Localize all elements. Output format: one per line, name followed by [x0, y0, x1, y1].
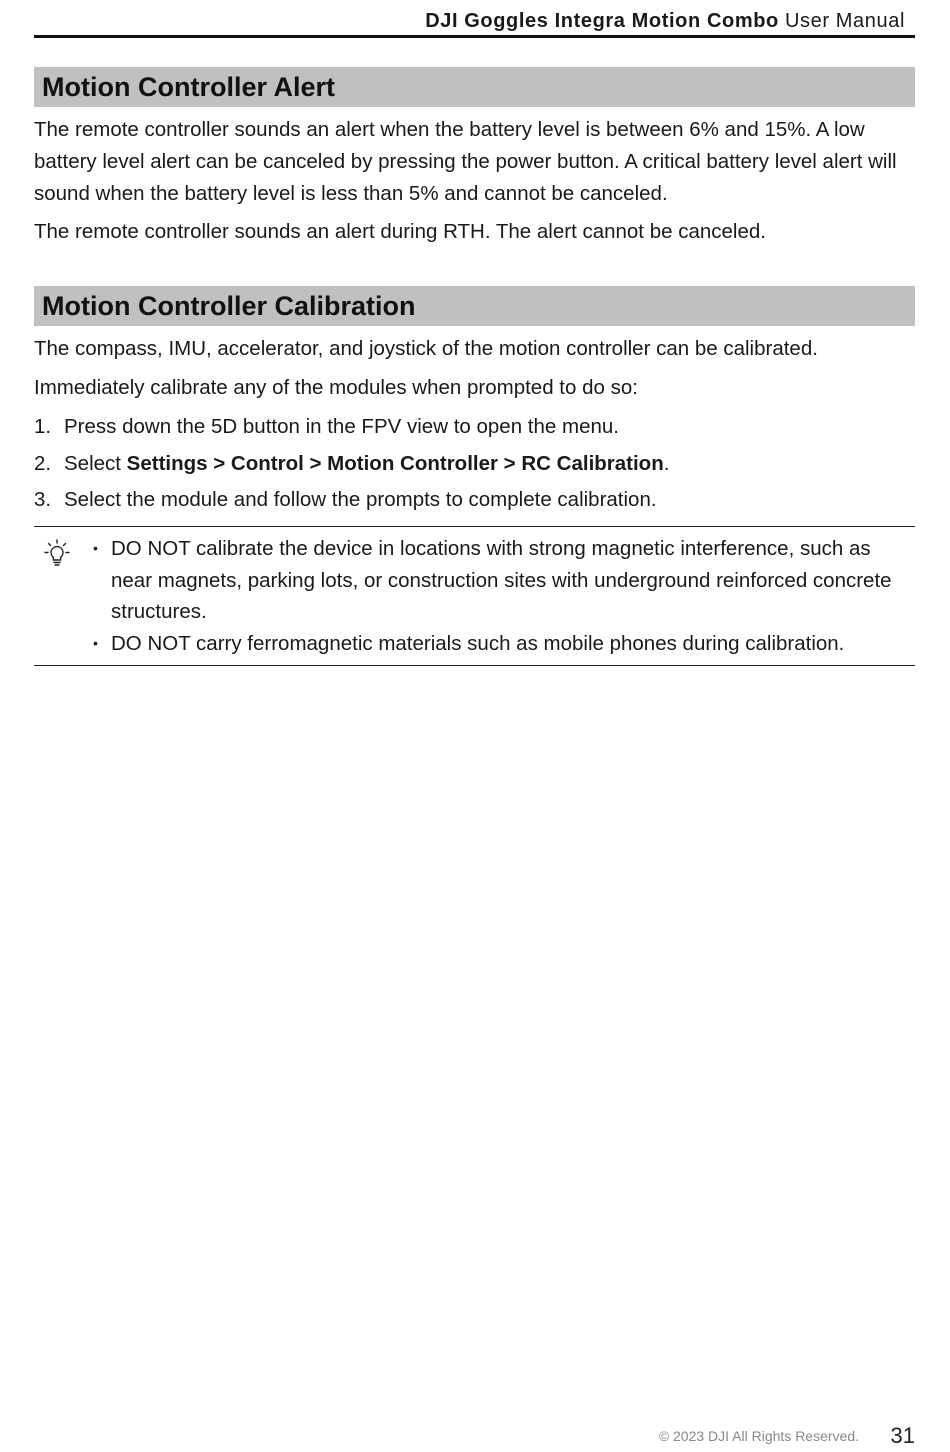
alert-paragraph-2: The remote controller sounds an alert during RTH. The alert cannot be canceled. [34, 220, 766, 243]
calibration-paragraph-1: The compass, IMU, accelerator, and joystick of the motion controller can be calibrated. [34, 337, 818, 360]
copyright-notice: © 2023 DJI All Rights Reserved. [658, 1428, 859, 1444]
section-title-calibration: Motion Controller Calibration [34, 286, 915, 326]
header-rule [34, 35, 915, 38]
step-3 [34, 484, 915, 516]
header-doc-type: User Manual [785, 10, 905, 32]
menu-path-settings: Settings [126, 452, 208, 475]
step-1 [34, 411, 915, 443]
step-text: Select the module and follow the prompts to complete calibration. [64, 488, 657, 511]
step-2 [34, 448, 915, 480]
page-number: 31 [890, 1423, 915, 1448]
bullet: • [93, 634, 98, 651]
step-number: 3. [34, 488, 52, 511]
menu-path-motion-controller: Motion Controller [327, 452, 498, 475]
tip-bottom-rule [34, 665, 915, 666]
menu-path-rc-calibration: RC Calibration [521, 452, 664, 475]
step-number: 2. [34, 452, 52, 475]
bullet: • [93, 540, 98, 556]
menu-path-separator: > [497, 452, 522, 475]
menu-path-separator: > [303, 452, 328, 475]
step-text: Press down the 5D button in the FPV view to open the menu. [64, 415, 619, 438]
header-product-name: DJI Goggles Integra Motion Combo [425, 10, 779, 32]
tip-top-rule [34, 526, 915, 527]
tip-text: DO NOT carry ferromagnetic materials such as mobile phones during calibration. [111, 631, 845, 655]
alert-paragraph-1: The remote controller sounds an alert when the battery level is between 6% and 15%. A low battery level alert can be canceled by pressing the power button. A critical battery level alert will sound when the battery level is less than 5% and cannot be canceled. [34, 118, 897, 205]
lightbulb-icon [42, 538, 72, 568]
tip-text: DO NOT calibrate the device in locations with strong magnetic interference, such as near magnets, parking lots, or construction sites with underground reinforced concrete structures. [111, 537, 892, 623]
running-header [34, 8, 915, 34]
section-title-alert: Motion Controller Alert [34, 67, 915, 107]
step-text-suffix: . [663, 452, 670, 475]
calibration-paragraph-2: Immediately calibrate any of the modules when prompted to do so: [34, 376, 638, 399]
tip-item [93, 628, 915, 660]
tip-list [93, 533, 915, 659]
menu-path-control: Control [230, 452, 304, 475]
tip-item [93, 533, 915, 628]
step-text-prefix: Select [64, 452, 127, 475]
menu-path-separator: > [207, 452, 231, 475]
step-number: 1. [34, 415, 52, 438]
